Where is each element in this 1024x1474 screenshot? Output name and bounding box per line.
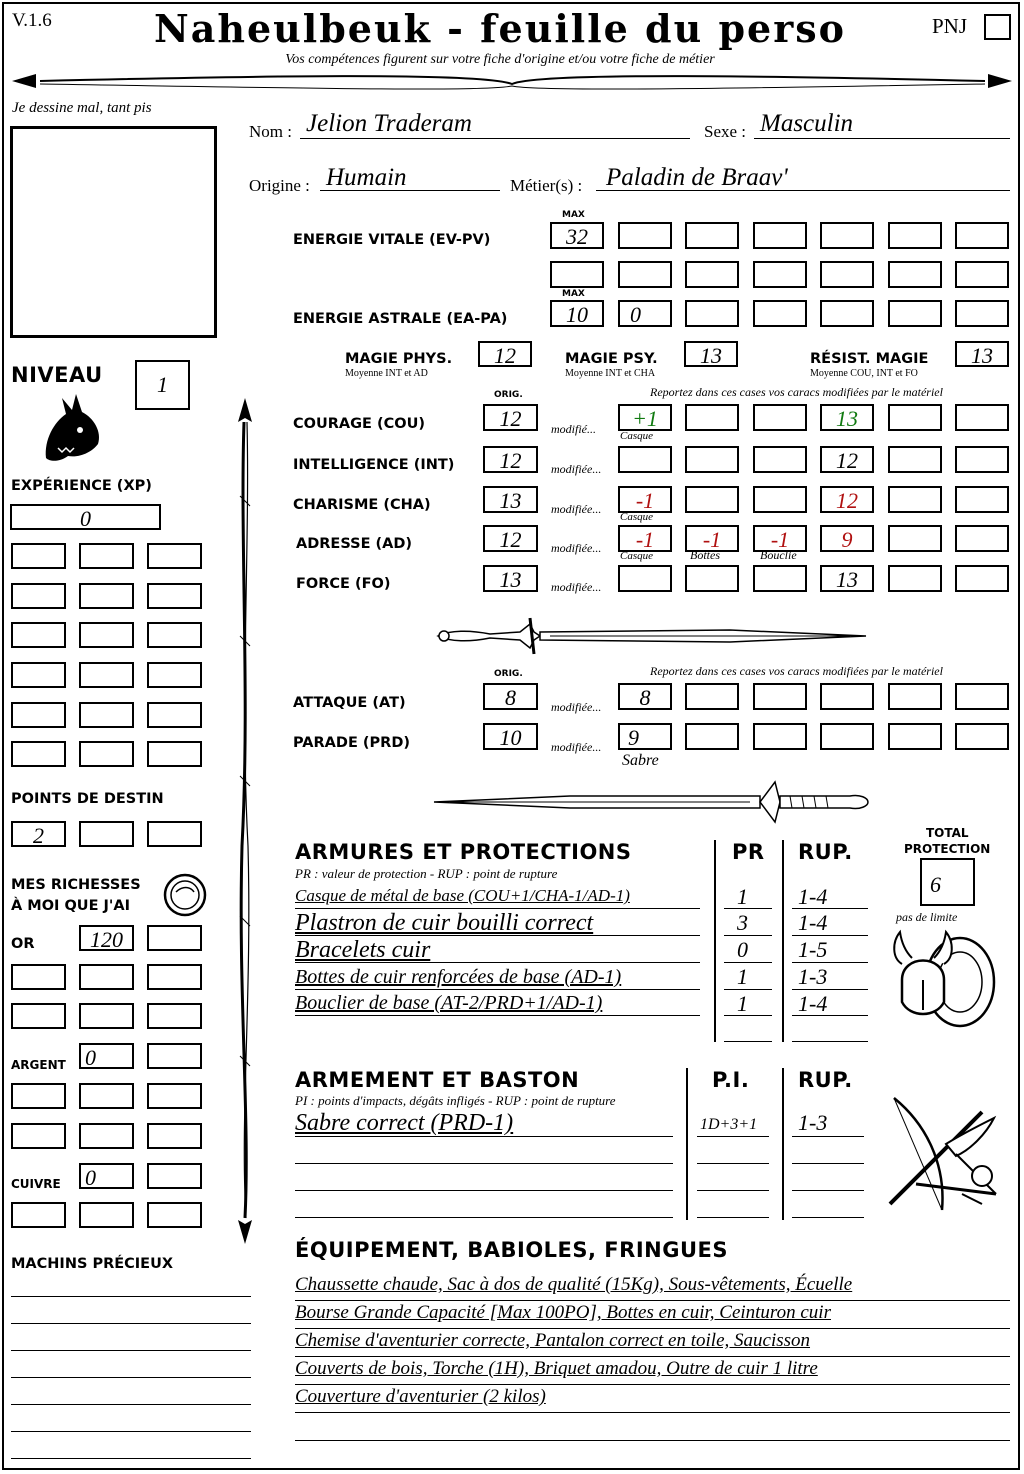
carac-mod-box[interactable]: -1 bbox=[618, 486, 672, 513]
armure-line bbox=[295, 1015, 700, 1016]
carac-orig-box[interactable]: 13 bbox=[483, 486, 538, 513]
attaque-mod-box[interactable] bbox=[685, 683, 739, 710]
ev-box[interactable] bbox=[685, 222, 739, 249]
carac-mod-note: Casque bbox=[620, 550, 653, 562]
carac-mod-box[interactable] bbox=[753, 404, 807, 431]
total-protection-label: PROTECTION bbox=[904, 842, 991, 856]
xp-sub-box[interactable] bbox=[11, 702, 66, 728]
armement-pi-header: P.I. bbox=[712, 1068, 750, 1092]
arme-line bbox=[697, 1136, 769, 1137]
armure-line bbox=[792, 908, 868, 909]
parade-mod-box[interactable] bbox=[820, 723, 874, 750]
armure-line bbox=[295, 989, 700, 990]
carac-mod-box[interactable]: -1 bbox=[685, 525, 739, 552]
argent-box[interactable] bbox=[147, 1083, 202, 1109]
magie-psy-label: MAGIE PSY. bbox=[565, 351, 658, 367]
xp-sub-box[interactable] bbox=[79, 583, 134, 609]
combat-report-note: Reportez dans ces cases vos caracs modifiées par le matériel bbox=[650, 664, 943, 678]
armement-divider bbox=[782, 1068, 784, 1220]
pnj-checkbox[interactable] bbox=[984, 14, 1011, 40]
ev-box[interactable] bbox=[685, 261, 739, 288]
ea-label: ENERGIE ASTRALE (EA-PA) bbox=[293, 311, 508, 327]
nom-value[interactable]: Jelion Traderam bbox=[306, 110, 472, 137]
equipement-rule bbox=[295, 1328, 1010, 1329]
xp-label: EXPÉRIENCE (XP) bbox=[11, 478, 152, 494]
carac-mod-box[interactable] bbox=[955, 446, 1009, 473]
or-box[interactable] bbox=[147, 964, 202, 990]
carac-final-box[interactable]: 12 bbox=[820, 446, 874, 473]
armure-name[interactable]: Casque de métal de base (COU+1/CHA-1/AD-1) bbox=[295, 886, 630, 905]
carac-mod-box[interactable] bbox=[618, 565, 672, 592]
ev-box[interactable] bbox=[820, 222, 874, 249]
machins-line[interactable] bbox=[11, 1404, 251, 1405]
xp-sub-box[interactable] bbox=[11, 741, 66, 767]
xp-sub-box[interactable] bbox=[147, 583, 202, 609]
parade-mod-box[interactable] bbox=[955, 723, 1009, 750]
caracs-report-note: Reportez dans ces cases vos caracs modifiées par le matériel bbox=[650, 385, 943, 399]
ev-label: ENERGIE VITALE (EV-PV) bbox=[293, 232, 491, 248]
ea-box[interactable] bbox=[685, 300, 739, 327]
or-box[interactable]: 120 bbox=[79, 925, 134, 951]
arme-pi[interactable]: 1D+3+1 bbox=[700, 1116, 758, 1133]
carac-mod-label: modifiée... bbox=[551, 580, 602, 594]
ea-max-label: MAX bbox=[562, 289, 585, 299]
destin-box[interactable] bbox=[147, 821, 202, 847]
armure-line bbox=[295, 935, 700, 936]
equipement-title: ÉQUIPEMENT, BABIOLES, FRINGUES bbox=[295, 1238, 728, 1262]
carac-mod-box[interactable] bbox=[753, 446, 807, 473]
carac-mod-box[interactable] bbox=[753, 565, 807, 592]
ev-box[interactable] bbox=[550, 261, 604, 288]
or-box[interactable] bbox=[147, 925, 202, 951]
armures-note: PR : valeur de protection - RUP : point de rupture bbox=[295, 866, 558, 881]
ev-box[interactable] bbox=[753, 222, 807, 249]
or-box[interactable] bbox=[79, 964, 134, 990]
or-box[interactable] bbox=[79, 1003, 134, 1029]
attaque-mod-box[interactable]: 8 bbox=[618, 683, 672, 710]
carac-mod-box[interactable] bbox=[955, 525, 1009, 552]
carac-mod-box[interactable] bbox=[955, 404, 1009, 431]
arme-name[interactable]: Sabre correct (PRD-1) bbox=[295, 1110, 514, 1136]
or-box[interactable] bbox=[147, 1003, 202, 1029]
machins-line[interactable] bbox=[11, 1377, 251, 1378]
parade-mod-box[interactable] bbox=[888, 723, 942, 750]
nom-label: Nom : bbox=[249, 122, 292, 141]
armures-divider bbox=[782, 840, 784, 1042]
argent-box[interactable] bbox=[147, 1123, 202, 1149]
carac-final-box[interactable]: 12 bbox=[820, 486, 874, 513]
armement-rup-header: RUP. bbox=[798, 1068, 853, 1092]
carac-label: CHARISME (CHA) bbox=[293, 497, 431, 513]
cuivre-box[interactable] bbox=[11, 1202, 66, 1228]
equipement-line[interactable]: Chaussette chaude, Sac à dos de qualité (15Kg), Sous-vêtements, Écuelle bbox=[295, 1274, 853, 1295]
sexe-label: Sexe : bbox=[704, 122, 747, 141]
richesses-label: MES RICHESSES bbox=[11, 877, 141, 893]
xp-sub-box[interactable] bbox=[11, 622, 66, 648]
carac-orig-box[interactable]: 13 bbox=[483, 565, 538, 592]
ev-box[interactable] bbox=[955, 222, 1009, 249]
xp-box[interactable]: 0 bbox=[10, 504, 161, 530]
xp-sub-box[interactable] bbox=[79, 741, 134, 767]
armure-pr[interactable]: 1 bbox=[737, 991, 748, 1016]
xp-sub-box[interactable] bbox=[11, 662, 66, 688]
ev-box[interactable] bbox=[618, 261, 672, 288]
carac-mod-box[interactable] bbox=[888, 404, 942, 431]
vertical-spear-icon bbox=[232, 396, 258, 1246]
arme-line[interactable] bbox=[697, 1217, 769, 1218]
carac-final-box[interactable]: 13 bbox=[820, 565, 874, 592]
xp-sub-box[interactable] bbox=[147, 662, 202, 688]
xp-sub-box[interactable] bbox=[79, 543, 134, 569]
sexe-value[interactable]: Masculin bbox=[760, 110, 854, 137]
cuivre-box[interactable] bbox=[79, 1202, 134, 1228]
dragon-icon bbox=[40, 392, 104, 464]
resist-magie-note: Moyenne COU, INT et FO bbox=[810, 368, 918, 379]
carac-mod-box[interactable] bbox=[753, 486, 807, 513]
armure-pr[interactable]: 0 bbox=[737, 937, 748, 962]
cuivre-box[interactable] bbox=[147, 1163, 202, 1189]
attaque-mod-box[interactable] bbox=[888, 683, 942, 710]
carac-mod-box[interactable] bbox=[685, 446, 739, 473]
metier-label: Métier(s) : bbox=[510, 176, 583, 195]
carac-final-box[interactable]: 13 bbox=[820, 404, 874, 431]
machins-line[interactable] bbox=[11, 1458, 251, 1459]
machins-line[interactable] bbox=[11, 1431, 251, 1432]
armures-rup-header: RUP. bbox=[798, 840, 853, 864]
equipement-line[interactable]: Bourse Grande Capacité [Max 100PO], Bottes en cuir, Ceinturon cuir bbox=[295, 1302, 831, 1323]
destin-box[interactable]: 2 bbox=[11, 821, 66, 847]
xp-sub-box[interactable] bbox=[11, 543, 66, 569]
carac-mod-note: Bouclie bbox=[760, 548, 797, 562]
carac-label: INTELLIGENCE (INT) bbox=[293, 457, 455, 473]
magie-phys-label: MAGIE PHYS. bbox=[345, 351, 453, 367]
argent-box[interactable] bbox=[147, 1043, 202, 1069]
magie-phys-box[interactable]: 12 bbox=[478, 341, 532, 367]
carac-mod-box[interactable] bbox=[685, 565, 739, 592]
ev-max-label: MAX bbox=[562, 210, 585, 220]
armure-pr[interactable]: 1 bbox=[737, 964, 748, 989]
carac-orig-box[interactable]: 12 bbox=[483, 404, 538, 431]
sword-icon bbox=[430, 612, 870, 658]
parade-mod-box[interactable] bbox=[753, 723, 807, 750]
carac-mod-label: modifiée... bbox=[551, 502, 602, 516]
armures-pr-header: PR bbox=[732, 840, 765, 864]
carac-final-box[interactable]: 9 bbox=[820, 525, 874, 552]
ea-max-box[interactable]: 10 bbox=[550, 300, 604, 327]
combat-orig-label: ORIG. bbox=[494, 669, 523, 679]
carac-mod-box[interactable] bbox=[955, 565, 1009, 592]
xp-sub-box[interactable] bbox=[79, 662, 134, 688]
parade-label: PARADE (PRD) bbox=[293, 735, 410, 751]
armure-rup[interactable]: 1-3 bbox=[798, 964, 828, 989]
armures-title: ARMURES ET PROTECTIONS bbox=[295, 840, 632, 864]
ev-box[interactable] bbox=[753, 261, 807, 288]
ea-current-box[interactable]: 0 bbox=[618, 300, 672, 327]
armure-name[interactable]: Bracelets cuir bbox=[295, 937, 431, 963]
cuivre-box[interactable] bbox=[147, 1202, 202, 1228]
ev-box[interactable] bbox=[820, 261, 874, 288]
ea-box[interactable] bbox=[753, 300, 807, 327]
xp-sub-box[interactable] bbox=[147, 543, 202, 569]
attaque-mod-label: modifiée... bbox=[551, 700, 602, 714]
xp-sub-box[interactable] bbox=[79, 702, 134, 728]
equipement-rule bbox=[295, 1356, 1010, 1357]
armure-line bbox=[724, 1015, 772, 1016]
nom-line bbox=[300, 138, 690, 139]
carac-mod-box[interactable] bbox=[888, 486, 942, 513]
carac-mod-box[interactable] bbox=[888, 565, 942, 592]
carac-orig-box[interactable]: 12 bbox=[483, 525, 538, 552]
armure-rup[interactable]: 1-5 bbox=[798, 937, 828, 962]
carac-label: FORCE (FO) bbox=[296, 576, 391, 592]
total-protection-box[interactable]: 6 bbox=[920, 858, 975, 906]
equipement-rule bbox=[295, 1412, 1010, 1413]
armure-line bbox=[792, 989, 868, 990]
arme-line[interactable] bbox=[792, 1190, 864, 1191]
total-protection-note: pas de limite bbox=[896, 910, 958, 924]
ev-box[interactable] bbox=[888, 261, 942, 288]
armure-line bbox=[724, 908, 772, 909]
arme-line bbox=[792, 1136, 864, 1137]
sheet-subtitle: Vos compétences figurent sur votre fiche d'origine et/ou votre fiche de métier bbox=[285, 52, 715, 67]
arme-line[interactable] bbox=[295, 1163, 673, 1164]
carac-mod-note: Casque bbox=[620, 430, 653, 442]
equipement-rule[interactable] bbox=[295, 1440, 1010, 1441]
machins-line[interactable] bbox=[11, 1323, 251, 1324]
carac-mod-note: Casque bbox=[620, 511, 653, 523]
carac-mod-box[interactable]: -1 bbox=[753, 525, 807, 552]
xp-sub-box[interactable] bbox=[147, 741, 202, 767]
ev-box[interactable] bbox=[618, 222, 672, 249]
carac-label: COURAGE (COU) bbox=[293, 416, 425, 432]
carac-label: ADRESSE (AD) bbox=[296, 536, 413, 552]
carac-mod-box[interactable]: -1 bbox=[618, 525, 672, 552]
argent-box[interactable]: 0 bbox=[79, 1043, 134, 1069]
machins-label: MACHINS PRÉCIEUX bbox=[11, 1256, 174, 1272]
armure-line bbox=[724, 989, 772, 990]
armure-line bbox=[724, 1041, 772, 1042]
equipement-line[interactable]: Chemise d'aventurier correcte, Pantalon correct en toile, Saucisson bbox=[295, 1330, 811, 1351]
armure-rup[interactable]: 1-4 bbox=[798, 884, 828, 909]
arme-rup[interactable]: 1-3 bbox=[798, 1110, 828, 1135]
weapons-icon bbox=[886, 1094, 1006, 1218]
armement-title: ARMEMENT ET BASTON bbox=[295, 1068, 580, 1092]
origine-value[interactable]: Humain bbox=[326, 164, 407, 191]
parade-mod-note: Sabre bbox=[622, 752, 659, 769]
metier-line bbox=[596, 190, 1010, 191]
armure-line bbox=[792, 935, 868, 936]
sheet-title: Naheulbeuk - feuille du perso bbox=[154, 6, 846, 51]
argent-label: ARGENT bbox=[11, 1058, 66, 1072]
argent-box[interactable] bbox=[79, 1123, 134, 1149]
magie-phys-note: Moyenne INT et AD bbox=[345, 368, 428, 379]
armure-pr[interactable]: 1 bbox=[737, 884, 748, 909]
richesses-label: À MOI QUE J'AI bbox=[11, 898, 130, 914]
armement-divider bbox=[686, 1068, 688, 1220]
carac-mod-box[interactable] bbox=[618, 446, 672, 473]
arme-line[interactable] bbox=[792, 1217, 864, 1218]
attaque-mod-box[interactable] bbox=[820, 683, 874, 710]
resist-magie-box[interactable]: 13 bbox=[955, 341, 1009, 367]
carac-mod-label: modifiée... bbox=[551, 541, 602, 555]
armure-line bbox=[724, 962, 772, 963]
parade-mod-label: modifiée... bbox=[551, 740, 602, 754]
armement-note: PI : points d'impacts, dégâts infligés - RUP : point de rupture bbox=[295, 1093, 616, 1108]
machins-line[interactable] bbox=[11, 1350, 251, 1351]
argent-box[interactable] bbox=[11, 1123, 66, 1149]
portrait-caption: Je dessine mal, tant pis bbox=[12, 100, 152, 116]
carac-mod-box[interactable] bbox=[685, 404, 739, 431]
armure-name[interactable]: Bottes de cuir renforcées de base (AD-1) bbox=[295, 966, 622, 988]
arme-line[interactable] bbox=[697, 1163, 769, 1164]
armure-line bbox=[792, 1041, 868, 1042]
arme-line[interactable] bbox=[295, 1217, 673, 1218]
xp-sub-box[interactable] bbox=[147, 702, 202, 728]
xp-sub-box[interactable] bbox=[147, 622, 202, 648]
xp-sub-box[interactable] bbox=[79, 622, 134, 648]
magie-psy-note: Moyenne INT et CHA bbox=[565, 368, 656, 379]
armure-rup[interactable]: 1-4 bbox=[798, 910, 828, 935]
resist-magie-label: RÉSIST. MAGIE bbox=[810, 351, 929, 367]
equipement-rule bbox=[295, 1384, 1010, 1385]
xp-sub-box[interactable] bbox=[11, 583, 66, 609]
armure-line bbox=[792, 1015, 868, 1016]
sexe-line bbox=[754, 138, 1010, 139]
arme-line bbox=[295, 1136, 673, 1137]
total-protection-label: TOTAL bbox=[926, 826, 969, 840]
armure-rup[interactable]: 1-4 bbox=[798, 991, 828, 1016]
argent-box[interactable] bbox=[11, 1083, 66, 1109]
or-box[interactable] bbox=[11, 964, 66, 990]
armure-line bbox=[792, 962, 868, 963]
spear-divider-icon bbox=[0, 64, 1024, 98]
niveau-label: NIVEAU bbox=[11, 363, 103, 387]
carac-orig-box[interactable]: 12 bbox=[483, 446, 538, 473]
attaque-mod-box[interactable] bbox=[955, 683, 1009, 710]
armure-line bbox=[295, 908, 700, 909]
or-box[interactable] bbox=[11, 1003, 66, 1029]
parade-mod-box[interactable] bbox=[685, 723, 739, 750]
carac-mod-box[interactable] bbox=[888, 525, 942, 552]
ea-box[interactable] bbox=[888, 300, 942, 327]
arme-line[interactable] bbox=[295, 1190, 673, 1191]
carac-mod-box[interactable] bbox=[685, 486, 739, 513]
arme-line[interactable] bbox=[792, 1163, 864, 1164]
coin-icon bbox=[162, 872, 208, 918]
armure-pr[interactable]: 3 bbox=[737, 910, 748, 935]
cuivre-box[interactable]: 0 bbox=[79, 1163, 134, 1189]
ea-box[interactable] bbox=[955, 300, 1009, 327]
or-label: OR bbox=[11, 936, 35, 952]
attaque-orig-box[interactable]: 8 bbox=[483, 683, 538, 710]
carac-mod-box[interactable]: +1 bbox=[618, 404, 672, 431]
magie-psy-box[interactable]: 13 bbox=[684, 341, 738, 367]
arme-line[interactable] bbox=[697, 1190, 769, 1191]
argent-box[interactable] bbox=[79, 1083, 134, 1109]
ev-box[interactable] bbox=[955, 261, 1009, 288]
ea-box[interactable] bbox=[820, 300, 874, 327]
helmet-shield-icon bbox=[888, 922, 1000, 1034]
attaque-mod-box[interactable] bbox=[753, 683, 807, 710]
caracs-orig-label: ORIG. bbox=[494, 390, 523, 400]
cuivre-label: CUIVRE bbox=[11, 1177, 61, 1191]
machins-line[interactable] bbox=[11, 1296, 251, 1297]
attaque-label: ATTAQUE (AT) bbox=[293, 695, 406, 711]
carac-mod-box[interactable] bbox=[955, 486, 1009, 513]
pnj-label: PNJ bbox=[932, 14, 968, 38]
carac-mod-note: Bottes bbox=[690, 548, 720, 562]
equipement-line[interactable]: Couverts de bois, Torche (1H), Briquet amadou, Outre de cuir 1 litre bbox=[295, 1358, 818, 1379]
armure-name[interactable]: Plastron de cuir bouilli correct bbox=[295, 910, 594, 936]
equipement-rule bbox=[295, 1300, 1010, 1301]
portrait-box[interactable] bbox=[10, 126, 217, 338]
niveau-box[interactable]: 1 bbox=[135, 360, 190, 410]
carac-mod-label: modifiée... bbox=[551, 462, 602, 476]
armure-name[interactable]: Bouclier de base (AT-2/PRD+1/AD-1) bbox=[295, 992, 603, 1014]
parade-mod-box[interactable]: 9 bbox=[618, 723, 672, 750]
version-label: V.1.6 bbox=[12, 10, 52, 31]
equipement-line[interactable]: Couverture d'aventurier (2 kilos) bbox=[295, 1386, 546, 1407]
parade-orig-box[interactable]: 10 bbox=[483, 723, 538, 750]
ev-max-box[interactable]: 32 bbox=[550, 222, 604, 249]
origine-line bbox=[320, 190, 500, 191]
carac-mod-box[interactable] bbox=[888, 446, 942, 473]
carac-mod-label: modifié... bbox=[551, 422, 596, 436]
origine-label: Origine : bbox=[249, 176, 310, 195]
ev-box[interactable] bbox=[888, 222, 942, 249]
armures-divider bbox=[714, 840, 716, 1042]
destin-label: POINTS DE DESTIN bbox=[11, 791, 164, 807]
metier-value[interactable]: Paladin de Braav' bbox=[606, 164, 788, 191]
sword-icon bbox=[430, 776, 870, 826]
armure-line bbox=[295, 962, 700, 963]
armure-line bbox=[724, 935, 772, 936]
destin-box[interactable] bbox=[79, 821, 134, 847]
